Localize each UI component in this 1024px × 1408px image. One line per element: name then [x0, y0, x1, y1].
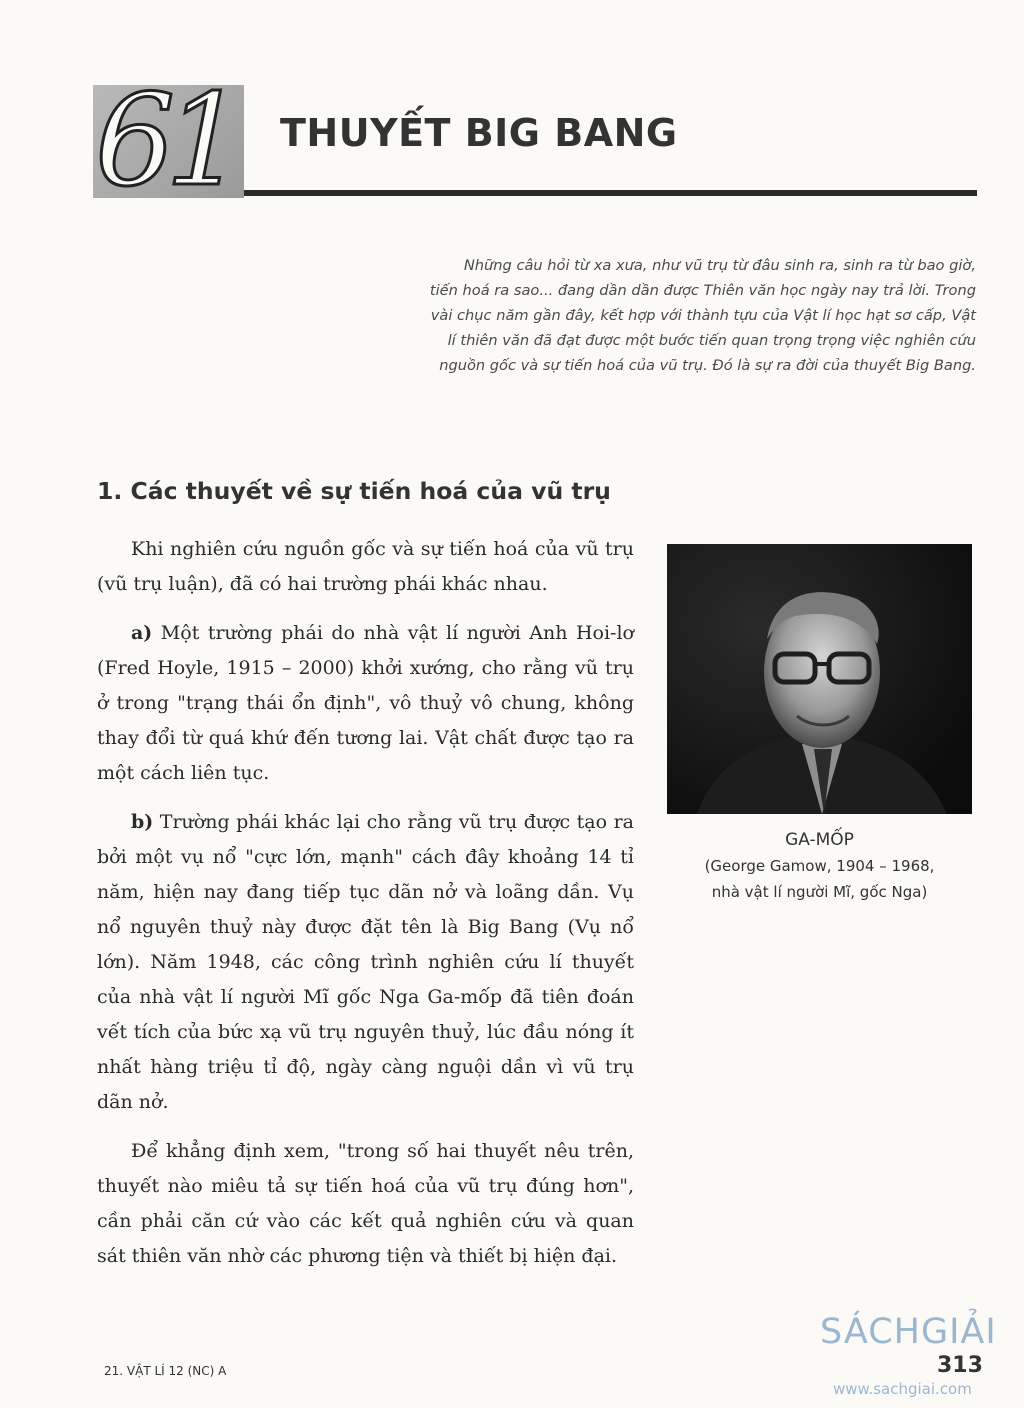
body-column [97, 532, 634, 1288]
figure-caption [667, 827, 972, 905]
intro-line: vài chục năm gần đây, kết hợp với thành tựu của Vật lí học hạt sơ cấp, Vật [430, 307, 976, 324]
paragraph-a [97, 616, 634, 791]
caption-line-1: (George Gamow, 1904 – 1968, [704, 857, 935, 875]
title-rule [244, 190, 977, 196]
paragraph-a-text: Một trường phái do nhà vật lí người Anh Hoi-lơ (Fred Hoyle, 1915 – 2000) khởi xướng, cho rằng vũ trụ ở trong "trạng thái ổn định", vô thuỷ vô chung, không thay đổi từ quá khứ đến tương lai. Vật chất được tạo ra một cách liên tục. [97, 622, 634, 784]
portrait-image [667, 544, 972, 814]
watermark-site: www.sachgiai.com [833, 1380, 972, 1398]
paragraph-b-label: b) [131, 811, 154, 833]
footer-book-label: 21. VẬT LÍ 12 (NC) A [104, 1364, 227, 1378]
intro-line: nguồn gốc và sự tiến hoá của vũ trụ. Đó là sự ra đời của thuyết Big Bang. [439, 357, 976, 374]
gamow-portrait [667, 544, 972, 814]
intro-line: Những câu hỏi từ xa xưa, như vũ trụ từ đâu sinh ra, sinh ra từ bao giờ, [463, 257, 976, 274]
paragraph-a-label: a) [131, 622, 153, 644]
chapter-number: 61 [95, 85, 236, 198]
intro-line: tiến hoá ra sao... đang dần dần được Thiên văn học ngày nay trả lời. Trong [429, 282, 976, 299]
caption-name: GA-MỐP [785, 830, 854, 850]
intro-paragraph [306, 253, 976, 378]
intro-line: lí thiên văn đã đạt được một bước tiến quan trọng trọng việc nghiên cứu [447, 332, 976, 349]
watermark-brand: SÁCHGIẢI [820, 1312, 997, 1352]
paragraph-conclusion: Để khẳng định xem, "trong số hai thuyết nêu trên, thuyết nào miêu tả sự tiến hoá của vũ trụ đúng hơn", cần phải căn cứ vào các kết quả nghiên cứu và quan sát thiên văn nhờ các phương tiện và thiết bị hiện đại. [97, 1140, 634, 1267]
paragraph-b [97, 805, 634, 1120]
paragraph-intro: Khi nghiên cứu nguồn gốc và sự tiến hoá của vũ trụ (vũ trụ luận), đã có hai trường phái khác nhau. [97, 538, 634, 595]
caption-line-2: nhà vật lí người Mĩ, gốc Nga) [711, 883, 928, 901]
section-heading: 1. Các thuyết về sự tiến hoá của vũ trụ [97, 477, 611, 505]
chapter-title: THUYẾT BIG BANG [280, 111, 678, 156]
paragraph-b-text: Trường phái khác lại cho rằng vũ trụ được tạo ra bởi một vụ nổ "cực lớn, mạnh" cách đây khoảng 14 tỉ năm, hiện nay đang tiếp tục dãn nở và loãng dần. Vụ nổ nguyên thuỷ này được đặt tên là Big Bang (Vụ nổ lớn). Năm 1948, các công trình nghiên cứu lí thuyết của nhà vật lí người Mĩ gốc Nga Ga-mốp đã tiên đoán vết tích của bức xạ vũ trụ nguyên thuỷ, lúc đầu nóng ít nhất hàng triệu tỉ độ, ngày càng nguội dần vì vũ trụ dãn nở. [97, 811, 634, 1113]
page-number: 313 [937, 1353, 983, 1378]
chapter-number-block [93, 85, 244, 198]
